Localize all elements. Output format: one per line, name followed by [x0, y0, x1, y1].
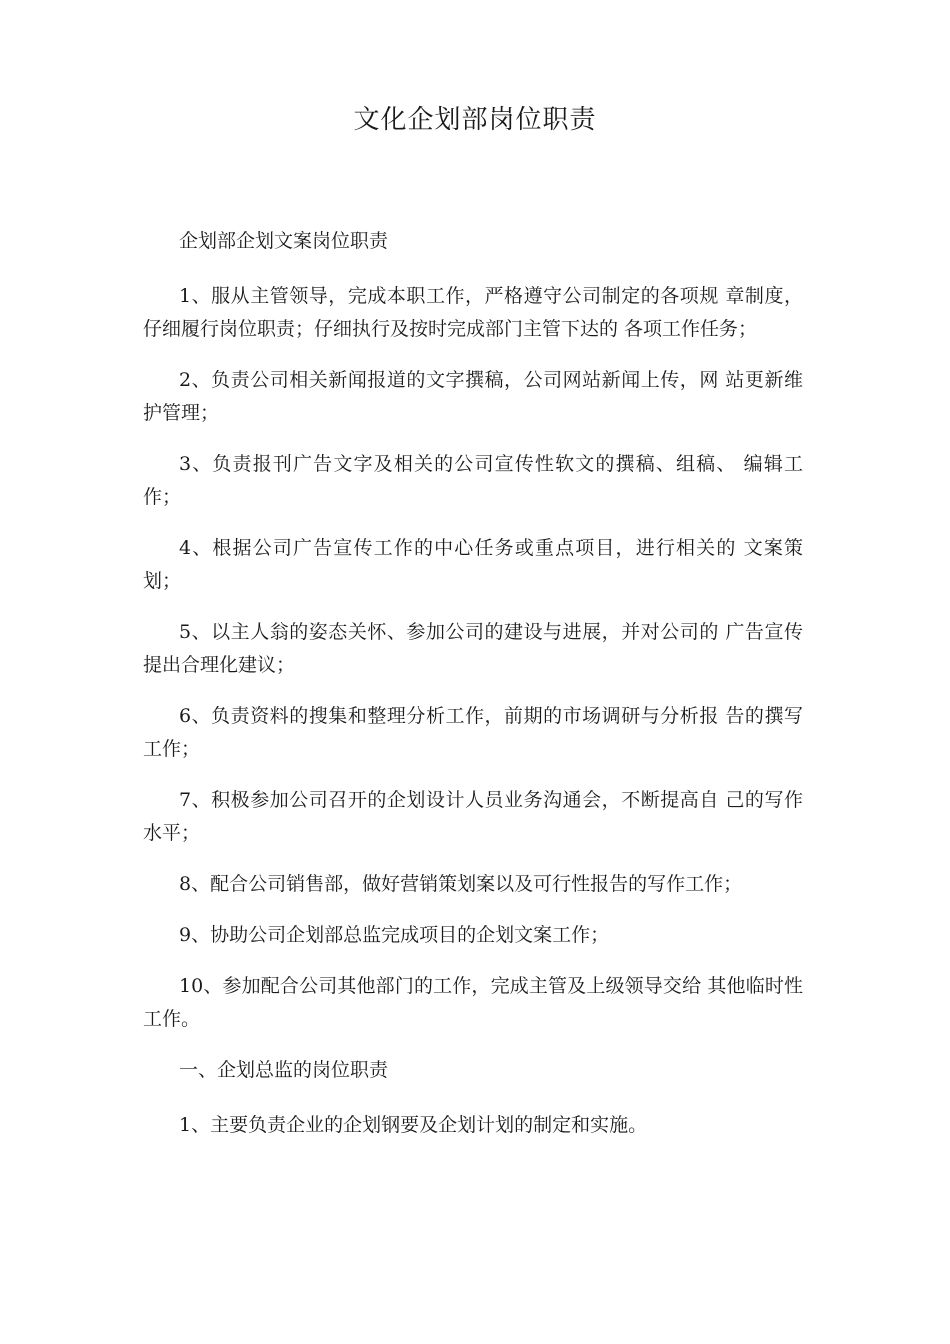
- section-heading-director: 一、企划总监的岗位职责: [179, 1059, 389, 1081]
- duty-item-5: 5、以主人翁的姿态关怀、参加公司的建设与进展，并对公司的 广告宣传提出合理化建议；: [143, 621, 803, 676]
- duty-item-1: 1、服从主管领导，完成本职工作，严格遵守公司制定的各项规 章制度，仔细履行岗位职责；仔细执行及按时完成部门主管下达的 各项工作任务；: [143, 285, 803, 340]
- section-heading: 企划部企划文案岗位职责: [179, 230, 389, 252]
- duty-item-2: 2、负责公司相关新闻报道的文字撰稿，公司网站新闻上传，网 站更新维护管理；: [143, 369, 803, 424]
- duty-item-8: 8、配合公司销售部，做好营销策划案以及可行性报告的写作工作；: [179, 873, 743, 895]
- duty-item-3: 3、负责报刊广告文字及相关的公司宣传性软文的撰稿、组稿、 编辑工作；: [143, 453, 803, 508]
- duty-item-10: 10、参加配合公司其他部门的工作，完成主管及上级领导交给 其他临时性工作。: [143, 975, 803, 1030]
- duty-item-4: 4、根据公司广告宣传工作的中心任务或重点项目，进行相关的 文案策划；: [143, 537, 803, 592]
- duty-item-6: 6、负责资料的搜集和整理分析工作，前期的市场调研与分析报 告的撰写工作；: [143, 705, 803, 760]
- duty-item-7: 7、积极参加公司召开的企划设计人员业务沟通会，不断提高自 己的写作水平；: [143, 789, 803, 844]
- director-duty-item-1: 1、主要负责企业的企划钢要及企划计划的制定和实施。: [179, 1114, 648, 1136]
- duty-item-9: 9、协助公司企划部总监完成项目的企划文案工作；: [179, 924, 610, 946]
- document-body: [143, 225, 803, 1160]
- document-title: 文化企划部岗位职责: [353, 105, 597, 135]
